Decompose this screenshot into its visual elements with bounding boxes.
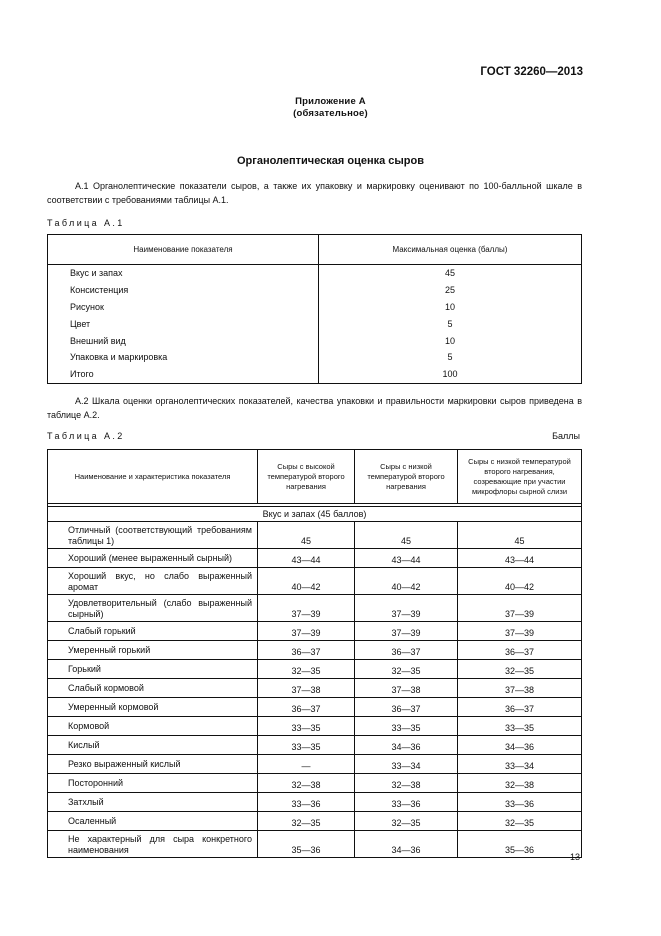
table-a2-cell-value: 35—36 [258,831,355,858]
table-row [48,349,582,366]
table-a2-cell-value: — [258,755,355,774]
table-a2-cell-value: 37—38 [355,679,458,698]
table-a2-cell-value: 36—37 [458,698,582,717]
table-row [48,812,582,831]
table-a2-cell-value: 34—36 [355,736,458,755]
table-a2-body [48,504,582,858]
table-a2-cell-value: 36—37 [458,641,582,660]
page-title: Органолептическая оценка сыров [236,155,425,167]
table-a2-cell-name: Слабый кормовой [48,679,258,698]
table-a1-cell-value: 100 [442,369,458,380]
table-a1-cell-name: Внешний вид [48,332,319,349]
table-a2-cell-value: 33—35 [355,717,458,736]
table-a2-cell-value: 33—34 [458,755,582,774]
table-a2-cell-value: 37—39 [458,622,582,641]
table-a2-cell-value: 32—38 [355,774,458,793]
table-a2-cell-name: Резко выраженный кислый [48,755,258,774]
table-row [48,595,582,622]
table-row [48,522,582,549]
table-row [48,793,582,812]
table-a1-header-row [48,235,582,265]
table-a1-cell-value: 10 [444,335,455,346]
table-a2-cell-value: 45 [355,522,458,549]
table-a2-cell-value: 40—42 [458,568,582,595]
table-a2-cell-name: Хороший вкус, но слабо выраженный аромат [48,568,258,595]
table-a2-cell-value: 40—42 [355,568,458,595]
table-row [48,366,582,383]
paragraph-a1-text: А.1 Органолептические показатели сыров, а также их упаковку и маркировку оценивают по 100-балльной шкале в соответствии с требованиями таблицы А.1. [47,181,582,205]
table-row [48,717,582,736]
table-a2-units: Баллы [552,431,580,441]
table-row [48,332,582,349]
table-a2-cell-value: 33—36 [458,793,582,812]
appendix-title: Приложение А [295,96,366,107]
table-a2-cell-value: 37—39 [355,595,458,622]
table-a2-header-high: Сыры с высокой температурой второго нагревания [258,450,355,504]
table-a2-section-title: Вкус и запах (45 баллов) [48,507,582,522]
table-a2-cell-value: 32—35 [258,660,355,679]
table-a2-cell-value: 43—44 [458,549,582,568]
table-a2 [47,449,582,858]
table-a2-cell-value: 32—38 [258,774,355,793]
table-a1-caption: Таблица А.1 [47,218,125,228]
table-a2-cell-value: 33—36 [258,793,355,812]
paragraph-a1 [47,180,582,207]
table-a2-cell-value: 33—35 [458,717,582,736]
table-a2-header-low: Сыры с низкой температурой второго нагревания [355,450,458,504]
table-a2-section-row [48,507,582,522]
paragraph-a2 [47,395,582,422]
table-a2-cell-value: 40—42 [258,568,355,595]
table-a1-cell-value: 45 [444,268,455,279]
table-row [48,641,582,660]
table-a2-cell-name: Хороший (менее выраженный сырный) [48,549,258,568]
table-a2-cell-value: 36—37 [355,641,458,660]
table-a2-cell-value: 34—36 [458,736,582,755]
table-a2-cell-value: 33—35 [258,736,355,755]
table-a2-cell-name: Горький [48,660,258,679]
table-a2-cell-name: Затхлый [48,793,258,812]
table-a2-cell-value: 32—35 [458,660,582,679]
table-a2-cell-value: 37—39 [458,595,582,622]
table-a1-cell-name: Цвет [48,315,319,332]
table-a1-cell-name: Итого [48,366,319,383]
table-a1-body [48,265,582,384]
table-a2-cell-value: 45 [258,522,355,549]
table-a2-cell-name: Кислый [48,736,258,755]
table-a2-cell-value: 32—35 [355,660,458,679]
table-a2-cell-value: 36—37 [355,698,458,717]
table-row [48,622,582,641]
table-a2-cell-value: 37—39 [258,622,355,641]
table-a2-cell-value: 36—37 [258,698,355,717]
table-a2-header-low-slime: Сыры с низкой температурой второго нагревания, созревающие при участии микрофлоры сырной слизи [458,450,582,504]
table-a1-cell-value: 5 [447,352,453,363]
table-row [48,774,582,793]
table-row [48,549,582,568]
table-a2-cell-value: 35—36 [458,831,582,858]
table-row [48,299,582,316]
table-a2-cell-name: Слабый горький [48,622,258,641]
table-a2-cell-name: Посторонний [48,774,258,793]
table-row [48,660,582,679]
table-a2-cell-value: 37—39 [258,595,355,622]
table-a1-header-max: Максимальная оценка (баллы) [319,235,582,265]
table-a2-cell-value: 45 [458,522,582,549]
table-a1-cell-value: 25 [444,285,455,296]
table-a2-cell-value: 32—35 [258,812,355,831]
table-a2-cell-value: 36—37 [258,641,355,660]
table-a2-cell-value: 43—44 [355,549,458,568]
table-row [48,568,582,595]
table-a2-cell-name: Осаленный [48,812,258,831]
paragraph-a2-text: А.2 Шкала оценки органолептических показателей, качества упаковки и правильности маркировки сыров приведена в таблице А.2. [47,396,582,420]
table-a2-cell-value: 33—35 [258,717,355,736]
table-row [48,755,582,774]
table-a2-cell-value: 37—38 [458,679,582,698]
table-a2-header-name: Наименование и характеристика показателя [48,450,258,504]
table-a2-cell-value: 37—39 [355,622,458,641]
table-row [48,736,582,755]
table-a2-cell-value: 32—35 [458,812,582,831]
table-row [48,265,582,282]
table-row [48,698,582,717]
table-a2-cell-value: 33—36 [355,793,458,812]
table-a1-cell-name: Консистенция [48,282,319,299]
table-a2-cell-value: 32—35 [355,812,458,831]
table-a2-cell-value: 32—38 [458,774,582,793]
page-number: 13 [569,852,580,862]
appendix-subtitle: (обязательное) [293,108,368,119]
table-a2-cell-name: Не характерный для сыра конкретного наименования [48,831,258,858]
table-a1-cell-name: Упаковка и маркировка [48,349,319,366]
table-a1-cell-value: 5 [447,318,453,329]
table-a1-cell-name: Рисунок [48,299,319,316]
table-a2-cell-value: 33—34 [355,755,458,774]
table-a2-cell-name: Умеренный горький [48,641,258,660]
table-row [48,282,582,299]
table-a2-cell-name: Кормовой [48,717,258,736]
table-a2-cell-value: 37—38 [258,679,355,698]
table-a1-cell-name: Вкус и запах [48,265,319,282]
table-a2-header-row [48,450,582,504]
table-a2-cell-name: Удовлетворительный (слабо выраженный сырный) [48,595,258,622]
table-a2-cell-value: 43—44 [258,549,355,568]
table-row [48,315,582,332]
table-a2-caption: Таблица А.2 [47,431,125,441]
table-a2-cell-name: Умеренный кормовой [48,698,258,717]
table-a1-cell-value: 10 [444,301,455,312]
table-a1 [47,234,582,384]
table-a2-cell-value: 34—36 [355,831,458,858]
document-code: ГОСТ 32260—2013 [480,66,583,78]
table-a1-header-name: Наименование показателя [48,235,319,265]
table-row [48,679,582,698]
table-a2-cell-name: Отличный (соответствующий требованиям таблицы 1) [48,522,258,549]
